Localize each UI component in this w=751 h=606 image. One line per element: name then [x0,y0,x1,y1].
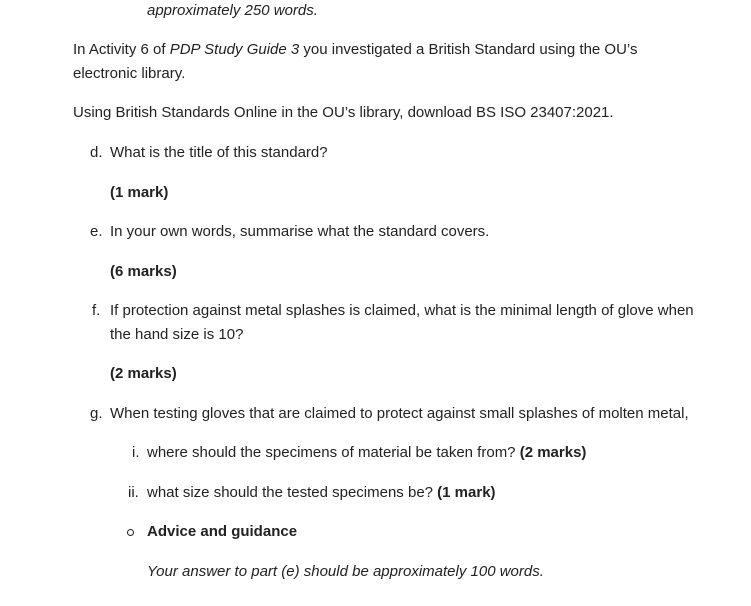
subitem-i-marker: i. [132,444,140,461]
question-f-marker: f. [92,302,101,319]
advice-heading: Advice and guidance [147,523,298,540]
question-d-marker: d. [90,144,103,161]
question-g-text: When testing gloves that are claimed to protect against small splashes of molten metal, [110,405,689,422]
question-f-text-line-2: the hand size is 10? [110,326,244,343]
intro-line-2: electronic library. [73,65,186,82]
subitem-i-question: where should the specimens of material be taken from? [147,444,520,461]
subitem-i-marks: (2 marks) [519,444,587,461]
intro-suffix: you investigated a British Standard using the OU’s [299,41,638,58]
top-note: approximately 250 words. [147,2,318,19]
subitem-ii-marker: ii. [128,484,139,501]
question-f-text-line-1: If protection against metal splashes is claimed, what is the minimal length of glove when [110,302,694,319]
subitem-ii-question: what size should the tested specimens be? [147,484,438,501]
subitem-i-text [147,442,586,464]
question-d-text: What is the title of this standard? [110,144,328,161]
question-e-text: In your own words, summarise what the standard covers. [110,223,490,240]
question-d-marks: (1 mark) [110,184,169,201]
question-f-marks: (2 marks) [110,365,177,382]
question-g-marker: g. [90,405,103,422]
intro-prefix: In Activity 6 of [73,41,170,58]
intro-line-1 [73,39,637,61]
bullet-icon [127,529,134,536]
advice-text: Your answer to part (e) should be approximately 100 words. [147,563,544,580]
question-e-marks: (6 marks) [110,263,177,280]
subitem-ii-marks: (1 mark) [437,484,496,501]
instruction: Using British Standards Online in the OU’s library, download BS ISO 23407:2021. [73,104,614,121]
question-e-marker: e. [90,223,103,240]
study-guide-title: PDP Study Guide 3 [169,41,300,58]
subitem-ii-text [147,482,496,504]
